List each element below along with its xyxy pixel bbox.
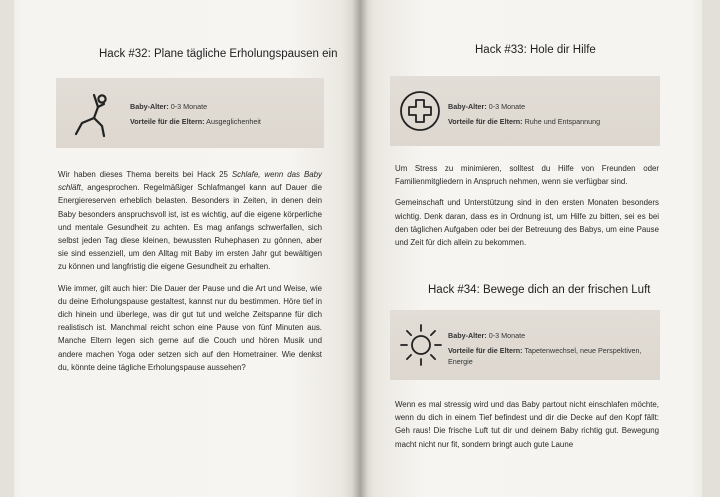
age-value: 0-3 Monate (170, 102, 208, 111)
hack-33-body (395, 162, 659, 257)
benefit-label: Vorteile für die Eltern: (448, 346, 523, 355)
hack-32-paragraph-2: Wie immer, gilt auch hier: Die Dauer der Pause und die Art und Weise, wie du deine Erholungspause gestaltest, kannst nur du bestimmen. Höre tief in dich hinein und überlege, was dir gut tut und welche Zeitspanne für dich realistisch ist. Manchmal reicht schon eine Pause von fünf Minuten aus. Manche Eltern legen sich gerne auf die Couch und hören Musik und andere machen Yoga oder setzen sich auf den Hometrainer. Wie denkst du, könnte deine tägliche Erholungspause aussehen? (58, 283, 322, 372)
hack-32-meta (130, 101, 261, 127)
age-label: Baby-Alter: (130, 102, 169, 111)
hack-33-paragraph-1: Um Stress zu minimieren, solltest du Hilfe von Freunden oder Familienmitgliedern in Anspruch nehmen, wenn sie verfügbar sind. (395, 164, 659, 187)
italic-reference: Schlafe, wenn das Baby schläft (58, 170, 322, 193)
hack-33-meta (448, 101, 600, 127)
benefit-value: Tapetenwechsel, neue Perspektiven, Energie (448, 346, 642, 366)
benefit-value: Ausgeglichenheit (206, 117, 261, 126)
age-value: 0-3 Monate (488, 102, 526, 111)
book-spine (352, 0, 368, 497)
first-aid-cross-icon (398, 89, 442, 133)
hack-34-info-box (390, 310, 660, 380)
sun-icon (398, 322, 444, 368)
text-run: , angesprochen. Regelmäßiger Schlafmangel kann auf Dauer die Energiereserven erheblich belasten. Besonders in Zeiten, in denen dein Baby besonders anspruchsvoll ist, ist es wichtig, auf die eigene körperliche und mentale Gesundheit zu achten. Es mag anfangs schwerfallen, sich selbst jeden Tag diese kleinen, bewussten Ruhephasen zu gönnen, aber sie sind essenziell, um den Alltag mit Baby im ersten Jahr gut bewältigen zu können und langfristig die eigene Gesundheit zu erhalten. (58, 183, 322, 272)
page-edges-left (0, 0, 14, 497)
benefit-label: Vorteile für die Eltern: (130, 117, 205, 126)
page-edges-right (702, 0, 720, 497)
text-run: Wir haben dieses Thema bereits bei Hack 25 (58, 170, 232, 179)
hack-32-title: Hack #32: Plane tägliche Erholungspausen ein (99, 48, 338, 60)
hack-33-info-box (390, 76, 660, 146)
hack-33-title: Hack #33: Hole dir Hilfe (475, 44, 596, 56)
age-label: Baby-Alter: (448, 102, 487, 111)
hack-34-paragraph-1: Wenn es mal stressig wird und das Baby partout nicht einschlafen möchte, wenn du dich in einem Tief befindest und dir die Decke auf den Kopf fällt: Geh raus! Die frische Luft tut dir und deinem Baby richtig gut. Bewegung macht nicht nur fit, sondern bringt auch gute Laune (395, 400, 659, 449)
benefit-label: Vorteile für die Eltern: (448, 117, 523, 126)
hack-33-paragraph-2: Gemeinschaft und Unterstützung sind in den ersten Monaten besonders wichtig. Denk daran, dass es in Ordnung ist, um Hilfe zu bitten, sei es bei den täglichen Aufgaben oder bei der Betreuung des Babys, um eine Pause und Zeit für dich allein zu bekommen. (395, 198, 659, 248)
hack-34-title: Hack #34: Bewege dich an der frischen Luft (428, 284, 651, 296)
hack-32-paragraph-1 (58, 168, 322, 274)
right-page (360, 0, 720, 497)
hack-34-body (395, 398, 659, 459)
hack-32-info-box (56, 78, 324, 148)
hack-32-body (58, 168, 322, 382)
yoga-pose-icon (72, 92, 116, 138)
age-value: 0-3 Monate (488, 331, 526, 340)
benefit-value: Ruhe und Entspannung (524, 117, 601, 126)
hack-34-meta (448, 330, 648, 367)
age-label: Baby-Alter: (448, 331, 487, 340)
